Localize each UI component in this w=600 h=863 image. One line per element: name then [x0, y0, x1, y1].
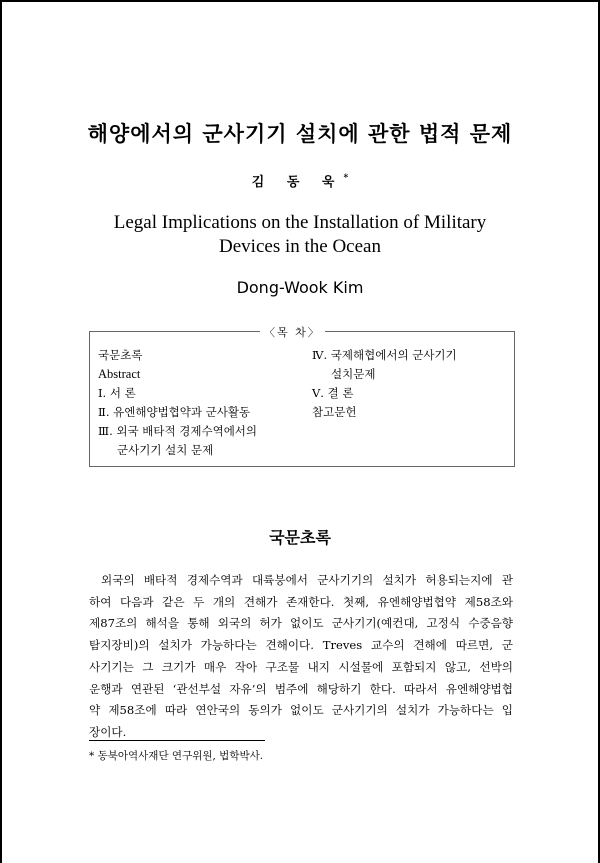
abstract-line: 운행과 연관된 ‘관선부설 자유’의 범주에 해당하기 한다. 따라서 유엔해양법협 — [89, 681, 513, 696]
abstract-body — [89, 570, 513, 744]
abstract-line: 제87조의 해석을 통해 외국의 허가 없이도 군사기기(예컨대, 고정식 수중음향 — [89, 616, 513, 631]
abstract-line: 하여 다음과 같은 두 개의 견해가 존재한다. 첫째, 유엔해양법협약 제58조와 — [89, 594, 513, 609]
toc-item: Ⅳ. 국제해협에서의 군사기기 — [312, 348, 457, 362]
toc-right-column — [312, 346, 512, 422]
english-author: Dong-Wook Kim — [236, 278, 364, 297]
abstract-line: 외국의 배타적 경제수역과 대륙붕에서 군사기기의 설치가 허용되는지에 관 — [101, 573, 513, 587]
abstract-line: 장이다. — [89, 724, 127, 739]
abstract-line: 사기기는 그 크기가 매우 작아 구조물 내지 시설물에 포함되지 않고, 선박의 — [89, 659, 513, 674]
abstract-heading: 국문초록 — [269, 528, 331, 547]
toc-item: Ⅴ. 결 론 — [312, 386, 354, 400]
toc-item: 국문초록 — [98, 348, 143, 362]
footnote: * 동북아역사재단 연구위원, 법학박사. — [89, 750, 264, 762]
toc-item: 설치문제 — [331, 367, 376, 381]
toc-item: 참고문헌 — [312, 405, 357, 419]
toc-left-column — [98, 346, 303, 460]
toc-item: Ⅲ. 외국 배타적 경제수역에서의 — [98, 424, 258, 438]
abstract-line: 약 제58조에 따라 연안국의 동의가 없이도 군사기기의 설치가 가능하다는 입 — [89, 703, 513, 718]
english-title-line-2: Devices in the Ocean — [219, 236, 381, 257]
author-footnote-mark: * — [343, 173, 349, 184]
toc-item: Ⅱ. 유엔해양법협약과 군사활동 — [98, 405, 251, 419]
korean-author — [0, 171, 600, 190]
korean-title: 해양에서의 군사기기 설치에 관한 법적 문제 — [87, 121, 513, 146]
korean-author-name: 김 동 욱 — [251, 175, 344, 190]
table-of-contents — [89, 326, 515, 467]
toc-heading: 〈목 차〉 — [260, 324, 325, 340]
abstract-line: 탐지장비)의 설치가 가능하다는 견해이다. Treves 교수의 견해에 따르면, 군 — [89, 638, 513, 653]
toc-item: Ⅰ. 서 론 — [98, 386, 136, 400]
toc-item: 군사기기 설치 문제 — [117, 443, 214, 457]
english-title-line-1: Legal Implications on the Installation of Military — [113, 212, 487, 233]
footnote-divider — [89, 740, 265, 741]
toc-item: Abstract — [98, 367, 141, 381]
page-border-top — [0, 0, 600, 2]
english-title — [0, 211, 600, 259]
